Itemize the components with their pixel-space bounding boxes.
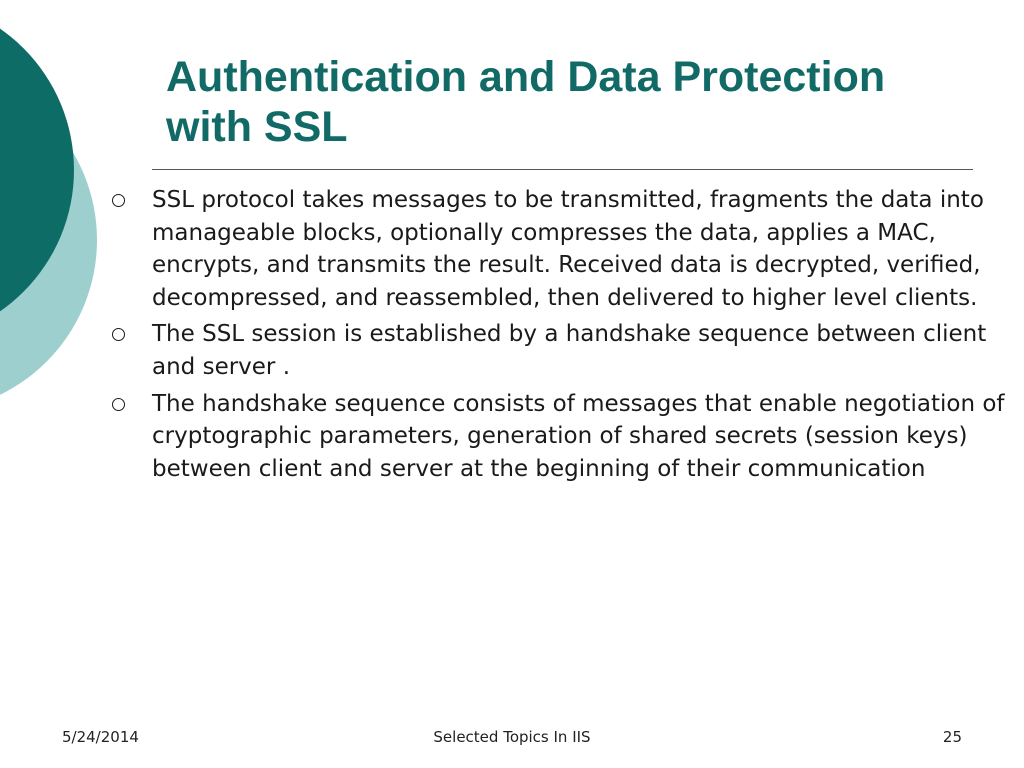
slide-title bbox=[166, 52, 986, 152]
bullet-text: The handshake sequence consists of messages that enable negotiation of cryptographic parameters, generation of shared secrets (session keys) between client and server at the beginning of their communication bbox=[152, 390, 1005, 482]
footer-title: Selected Topics In IIS bbox=[433, 728, 591, 746]
footer-date: 5/24/2014 bbox=[62, 728, 139, 746]
title-divider bbox=[152, 169, 973, 170]
hollow-circle-bullet-icon bbox=[112, 328, 125, 341]
decorative-circles bbox=[0, 0, 110, 400]
bullet-text: The SSL session is established by a handshake sequence between client and server . bbox=[152, 321, 987, 380]
hollow-circle-bullet-icon bbox=[112, 398, 125, 411]
slide-number: 25 bbox=[942, 728, 962, 746]
title-line-1: Authentication and Data Protection bbox=[166, 53, 886, 101]
bullet-text: SSL protocol takes messages to be transmitted, fragments the data into manageable blocks, optionally compresses the data, applies a MAC, encrypts, and transmits the result. Received data is decrypted, verified, decompressed, and reassembled, then delivered to higher level clients. bbox=[152, 187, 984, 311]
hollow-circle-bullet-icon bbox=[112, 194, 125, 207]
title-line-2: with SSL bbox=[166, 103, 348, 151]
bullet-item-1 bbox=[112, 184, 1012, 314]
bullet-list bbox=[112, 184, 1012, 489]
bullet-item-2 bbox=[112, 318, 1012, 383]
bullet-item-3 bbox=[112, 388, 1012, 486]
